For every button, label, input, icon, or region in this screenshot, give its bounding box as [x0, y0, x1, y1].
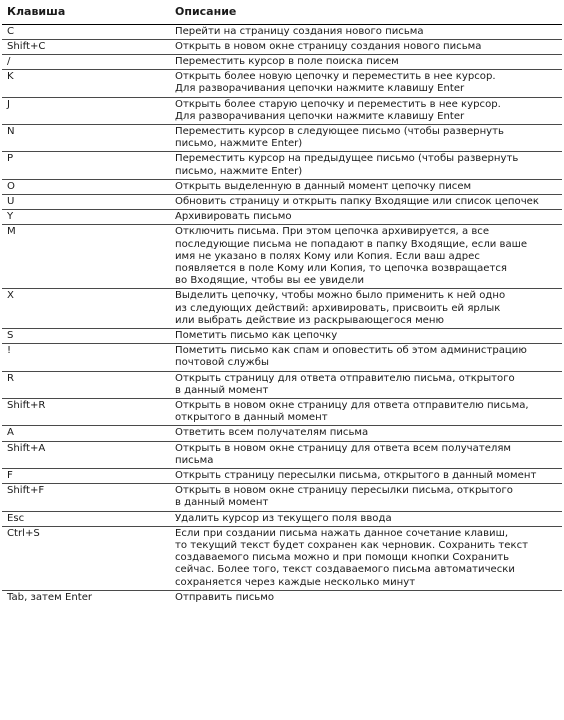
shortcut-description: Переместить курсор в поле поиска писем: [172, 54, 562, 69]
table-row: [2, 511, 562, 526]
table-row: [2, 484, 562, 511]
shortcut-description: Открыть в новом окне страницу для ответа всем получателям письма: [172, 441, 562, 468]
table-row: [2, 194, 562, 209]
shortcut-key: A: [2, 426, 172, 441]
shortcut-key: N: [2, 124, 172, 151]
shortcut-key: Shift+A: [2, 441, 172, 468]
shortcut-key: Tab, затем Enter: [7, 591, 93, 603]
table-row: [2, 441, 562, 468]
header-key: Клавиша: [2, 2, 172, 24]
shortcut-description: Отправить письмо: [175, 591, 275, 603]
table-row: [2, 344, 562, 371]
table-row: [2, 328, 562, 343]
shortcut-description: Пометить письмо как спам и оповестить об этом администрацию почтовой службы: [172, 344, 562, 371]
shortcut-key: K: [2, 70, 172, 97]
shortcut-description: Открыть страницу пересылки письма, открытого в данный момент: [172, 469, 562, 484]
shortcut-key: J: [2, 97, 172, 124]
shortcut-description: Пометить письмо как цепочку: [172, 328, 562, 343]
table-row: [2, 24, 562, 39]
table-row: [2, 398, 562, 425]
table-row: [2, 54, 562, 69]
table-row: [2, 210, 562, 225]
shortcut-description: Открыть более старую цепочку и переместить в нее курсор. Для разворачивания цепочки нажмите клавишу Enter: [172, 97, 562, 124]
table-row: [2, 371, 562, 398]
shortcut-key: U: [2, 194, 172, 209]
shortcut-key: O: [2, 179, 172, 194]
shortcut-description: Открыть страницу для ответа отправителю письма, открытого в данный момент: [172, 371, 562, 398]
shortcut-key: C: [2, 24, 172, 39]
shortcut-description: Открыть более новую цепочку и переместить в нее курсор. Для разворачивания цепочки нажмите клавишу Enter: [172, 70, 562, 97]
shortcut-description: Перейти на страницу создания нового письма: [172, 24, 562, 39]
table-row: [2, 289, 562, 329]
shortcut-description: Выделить цепочку, чтобы можно было применить к ней одно из следующих действий: архивировать, присвоить ей ярлык или выбрать действие из раскрывающегося меню: [172, 289, 562, 329]
shortcut-description: Открыть выделенную в данный момент цепочку писем: [172, 179, 562, 194]
shortcut-description: Открыть в новом окне страницу пересылки письма, открытого в данный момент: [172, 484, 562, 511]
shortcut-key: X: [2, 289, 172, 329]
shortcut-description: Открыть в новом окне страницу создания нового письма: [172, 39, 562, 54]
shortcut-key: Shift+R: [2, 398, 172, 425]
shortcut-description: Удалить курсор из текущего поля ввода: [172, 511, 562, 526]
header-row: [2, 2, 562, 24]
shortcut-key: P: [2, 152, 172, 179]
shortcut-description: Переместить курсор в следующее письмо (чтобы развернуть письмо, нажмите Enter): [172, 124, 562, 151]
shortcut-description: Отключить письма. При этом цепочка архивируется, а все последующие письма не попадают в папку Входящие, если ваше имя не указано в полях Кому или Копия. Если ваш адрес появляется в поле Кому или Копия, то цепочка возвращается во Входящие, чтобы вы ее увидели: [172, 225, 562, 289]
shortcut-key: Y: [2, 210, 172, 225]
shortcut-key: Shift+F: [2, 484, 172, 511]
shortcuts-table: [2, 2, 562, 605]
table-row: [2, 39, 562, 54]
table-row: [2, 590, 562, 605]
table-row: [2, 426, 562, 441]
table-row: [2, 469, 562, 484]
shortcut-key: Shift+C: [2, 39, 172, 54]
shortcut-description: Переместить курсор на предыдущее письмо (чтобы развернуть письмо, нажмите Enter): [172, 152, 562, 179]
table-body: [2, 24, 562, 605]
table-row: [2, 97, 562, 124]
shortcut-key: /: [2, 54, 172, 69]
shortcut-key: S: [2, 328, 172, 343]
table-row: [2, 526, 562, 590]
shortcut-description: Открыть в новом окне страницу для ответа отправителю письма, открытого в данный момент: [172, 398, 562, 425]
table-row: [2, 152, 562, 179]
table-header: [2, 2, 562, 24]
shortcut-key: Esc: [2, 511, 172, 526]
shortcut-key: R: [2, 371, 172, 398]
shortcut-key: F: [2, 469, 172, 484]
table-row: [2, 124, 562, 151]
header-description: Описание: [172, 2, 562, 24]
table-row: [2, 70, 562, 97]
shortcut-description: Архивировать письмо: [172, 210, 562, 225]
shortcut-key: !: [2, 344, 172, 371]
shortcut-key: Ctrl+S: [2, 526, 172, 590]
shortcut-key: M: [2, 225, 172, 289]
shortcut-description: Если при создании письма нажать данное сочетание клавиш, то текущий текст будет сохранен как черновик. Сохранить текст создаваемого письма можно и при помощи кнопки Сохранить сейчас. Более того, текст создаваемого письма автоматически сохраняется через каждые несколько минут: [172, 526, 562, 590]
table-row: [2, 225, 562, 289]
table-row: [2, 179, 562, 194]
shortcut-description: Обновить страницу и открыть папку Входящие или список цепочек: [172, 194, 562, 209]
shortcut-description: Ответить всем получателям письма: [172, 426, 562, 441]
